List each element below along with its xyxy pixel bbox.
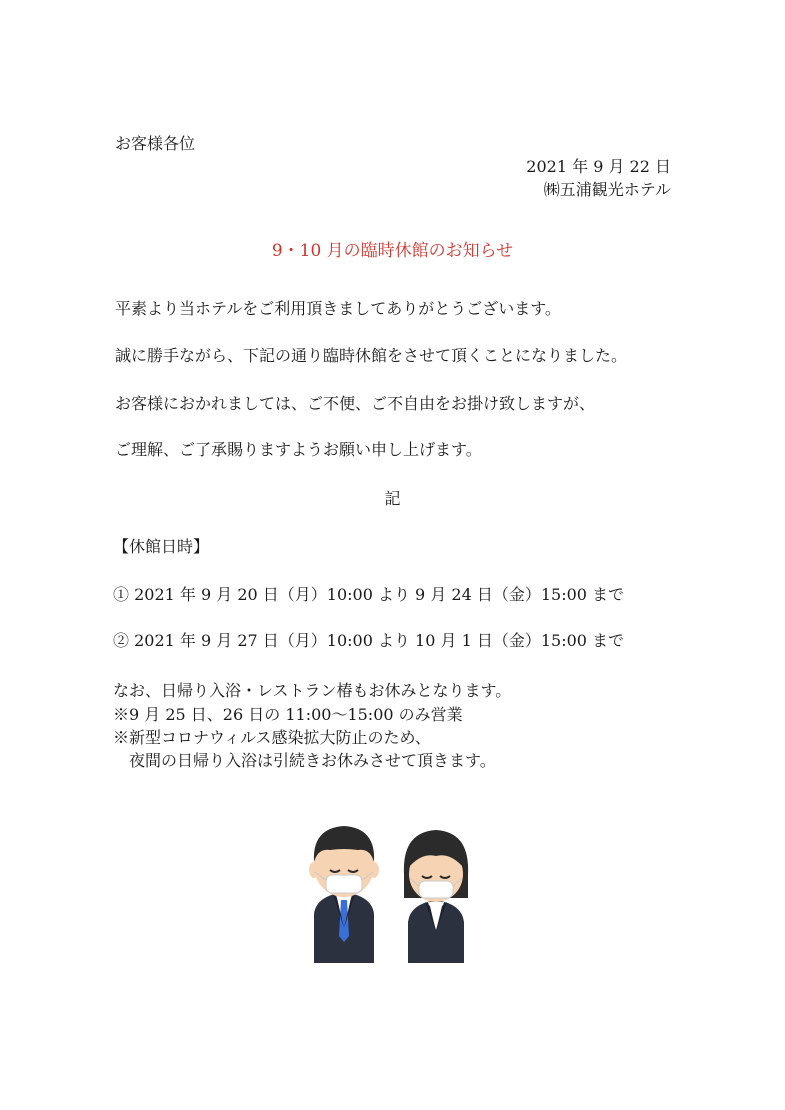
closure-period-1: ① 2021 年 9 月 20 日（月）10:00 より 9 月 24 日（金）15:00 まで bbox=[113, 585, 625, 604]
bowing-man-figure bbox=[309, 826, 379, 963]
issue-date: 2021 年 9 月 22 日 bbox=[526, 157, 671, 176]
sender-name: ㈱五浦観光ホテル bbox=[543, 180, 671, 199]
note-covid: ※新型コロナウィルス感染拡大防止のため、 bbox=[113, 728, 431, 747]
ki-heading: 記 bbox=[384, 489, 401, 508]
notice-title: 9・10 月の臨時休館のお知らせ bbox=[271, 241, 514, 261]
closure-period-2: ② 2021 年 9 月 27 日（月）10:00 より 10 月 1 日（金）15:00 まで bbox=[113, 631, 625, 650]
paragraph-apology: お客様におかれましては、ご不便、ご不自由をお掛け致しますが、 bbox=[115, 394, 596, 413]
bowing-woman-figure bbox=[404, 830, 468, 963]
paragraph-request: ご理解、ご了承賜りますようお願い申し上げます。 bbox=[115, 440, 482, 459]
bowing-staff-with-masks-icon bbox=[300, 818, 490, 963]
addressee: お客様各位 bbox=[115, 134, 196, 153]
note-night-bathing: 夜間の日帰り入浴は引続きお休みさせて頂きます。 bbox=[113, 751, 496, 770]
paragraph-closure-announcement: 誠に勝手ながら、下記の通り臨時休館をさせて頂くことになりました。 bbox=[115, 346, 628, 365]
closure-heading: 【休館日時】 bbox=[113, 537, 210, 556]
note-open-days: ※9 月 25 日、26 日の 11:00～15:00 のみ営業 bbox=[113, 705, 463, 724]
note-day-trip-restaurant: なお、日帰り入浴・レストラン椿もお休みとなります。 bbox=[113, 681, 512, 700]
paragraph-greeting: 平素より当ホテルをご利用頂きましてありがとうございます。 bbox=[115, 299, 561, 318]
